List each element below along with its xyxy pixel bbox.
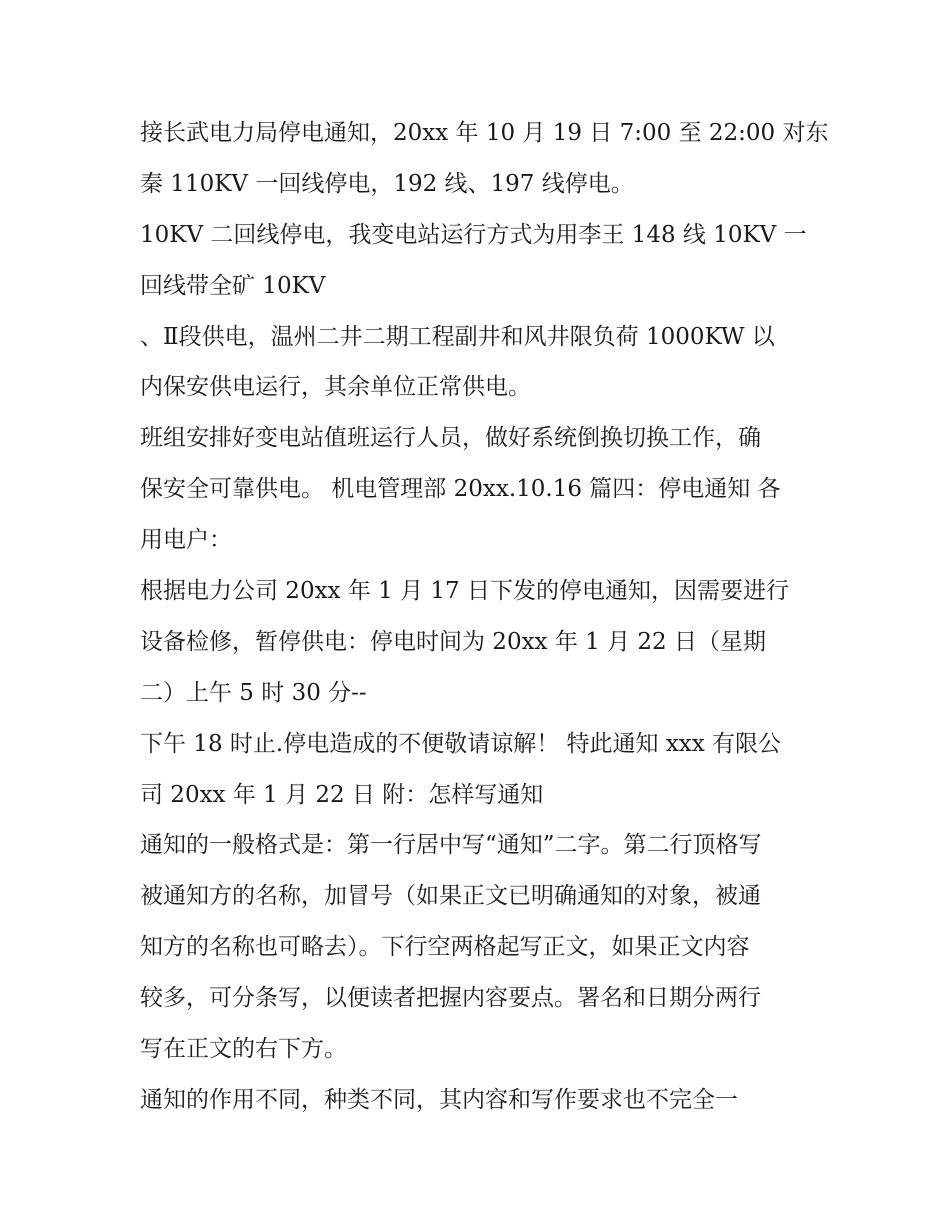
- text-line: 通知的一般格式是：第一行居中写“通知”二字。第二行顶格写: [140, 832, 762, 859]
- text-line: 二）上午 5 时 30 分--: [140, 679, 367, 706]
- text-line: 接长武电力局停电通知，20xx 年 10 月 19 日 7:00 至 22:00 对东: [140, 120, 829, 146]
- text-line: 用电户：: [140, 527, 232, 554]
- text-line: 下午 18 时止.停电造成的不便敬请谅解！ 特此通知 xxx 有限公: [140, 730, 782, 757]
- text-line: 根据电力公司 20xx 年 1 月 17 日下发的停电通知，因需要进行: [140, 578, 789, 605]
- text-line: 保安全可靠供电。 机电管理部 20xx.10.16 篇四：停电通知 各: [140, 476, 781, 503]
- document-body: [140, 108, 829, 1126]
- text-line: 秦 110KV 一回线停电，192 线、197 线停电。: [140, 170, 634, 197]
- text-line: 10KV 二回线停电，我变电站运行方式为用李王 148 线 10KV 一: [140, 221, 807, 248]
- text-line: 司 20xx 年 1 月 22 日 附：怎样写通知: [140, 781, 544, 808]
- text-line: 知方的名称也可略去）。下行空两格起写正文，如果正文内容: [140, 934, 750, 961]
- text-line: 回线带全矿 10KV: [140, 272, 326, 299]
- text-line: 被通知方的名称，加冒号（如果正文已明确通知的对象，被通: [140, 883, 761, 910]
- text-line: 较多，可分条写，以便读者把握内容要点。署名和日期分两行: [140, 985, 761, 1012]
- text-line: 通知的作用不同，种类不同，其内容和写作要求也不完全一: [140, 1086, 738, 1113]
- text-line: 设备检修，暂停供电：停电时间为 20xx 年 1 月 22 日（星期: [140, 628, 766, 655]
- text-line: 内保安供电运行，其余单位正常供电。: [140, 374, 531, 401]
- text-line: 、Ⅱ段供电，温州二井二期工程副井和风井限负荷 1000KW 以: [140, 323, 775, 350]
- text-line: 班组安排好变电站值班运行人员，做好系统倒换切换工作，确: [140, 425, 761, 452]
- text-line: 写在正文的右下方。: [140, 1036, 347, 1063]
